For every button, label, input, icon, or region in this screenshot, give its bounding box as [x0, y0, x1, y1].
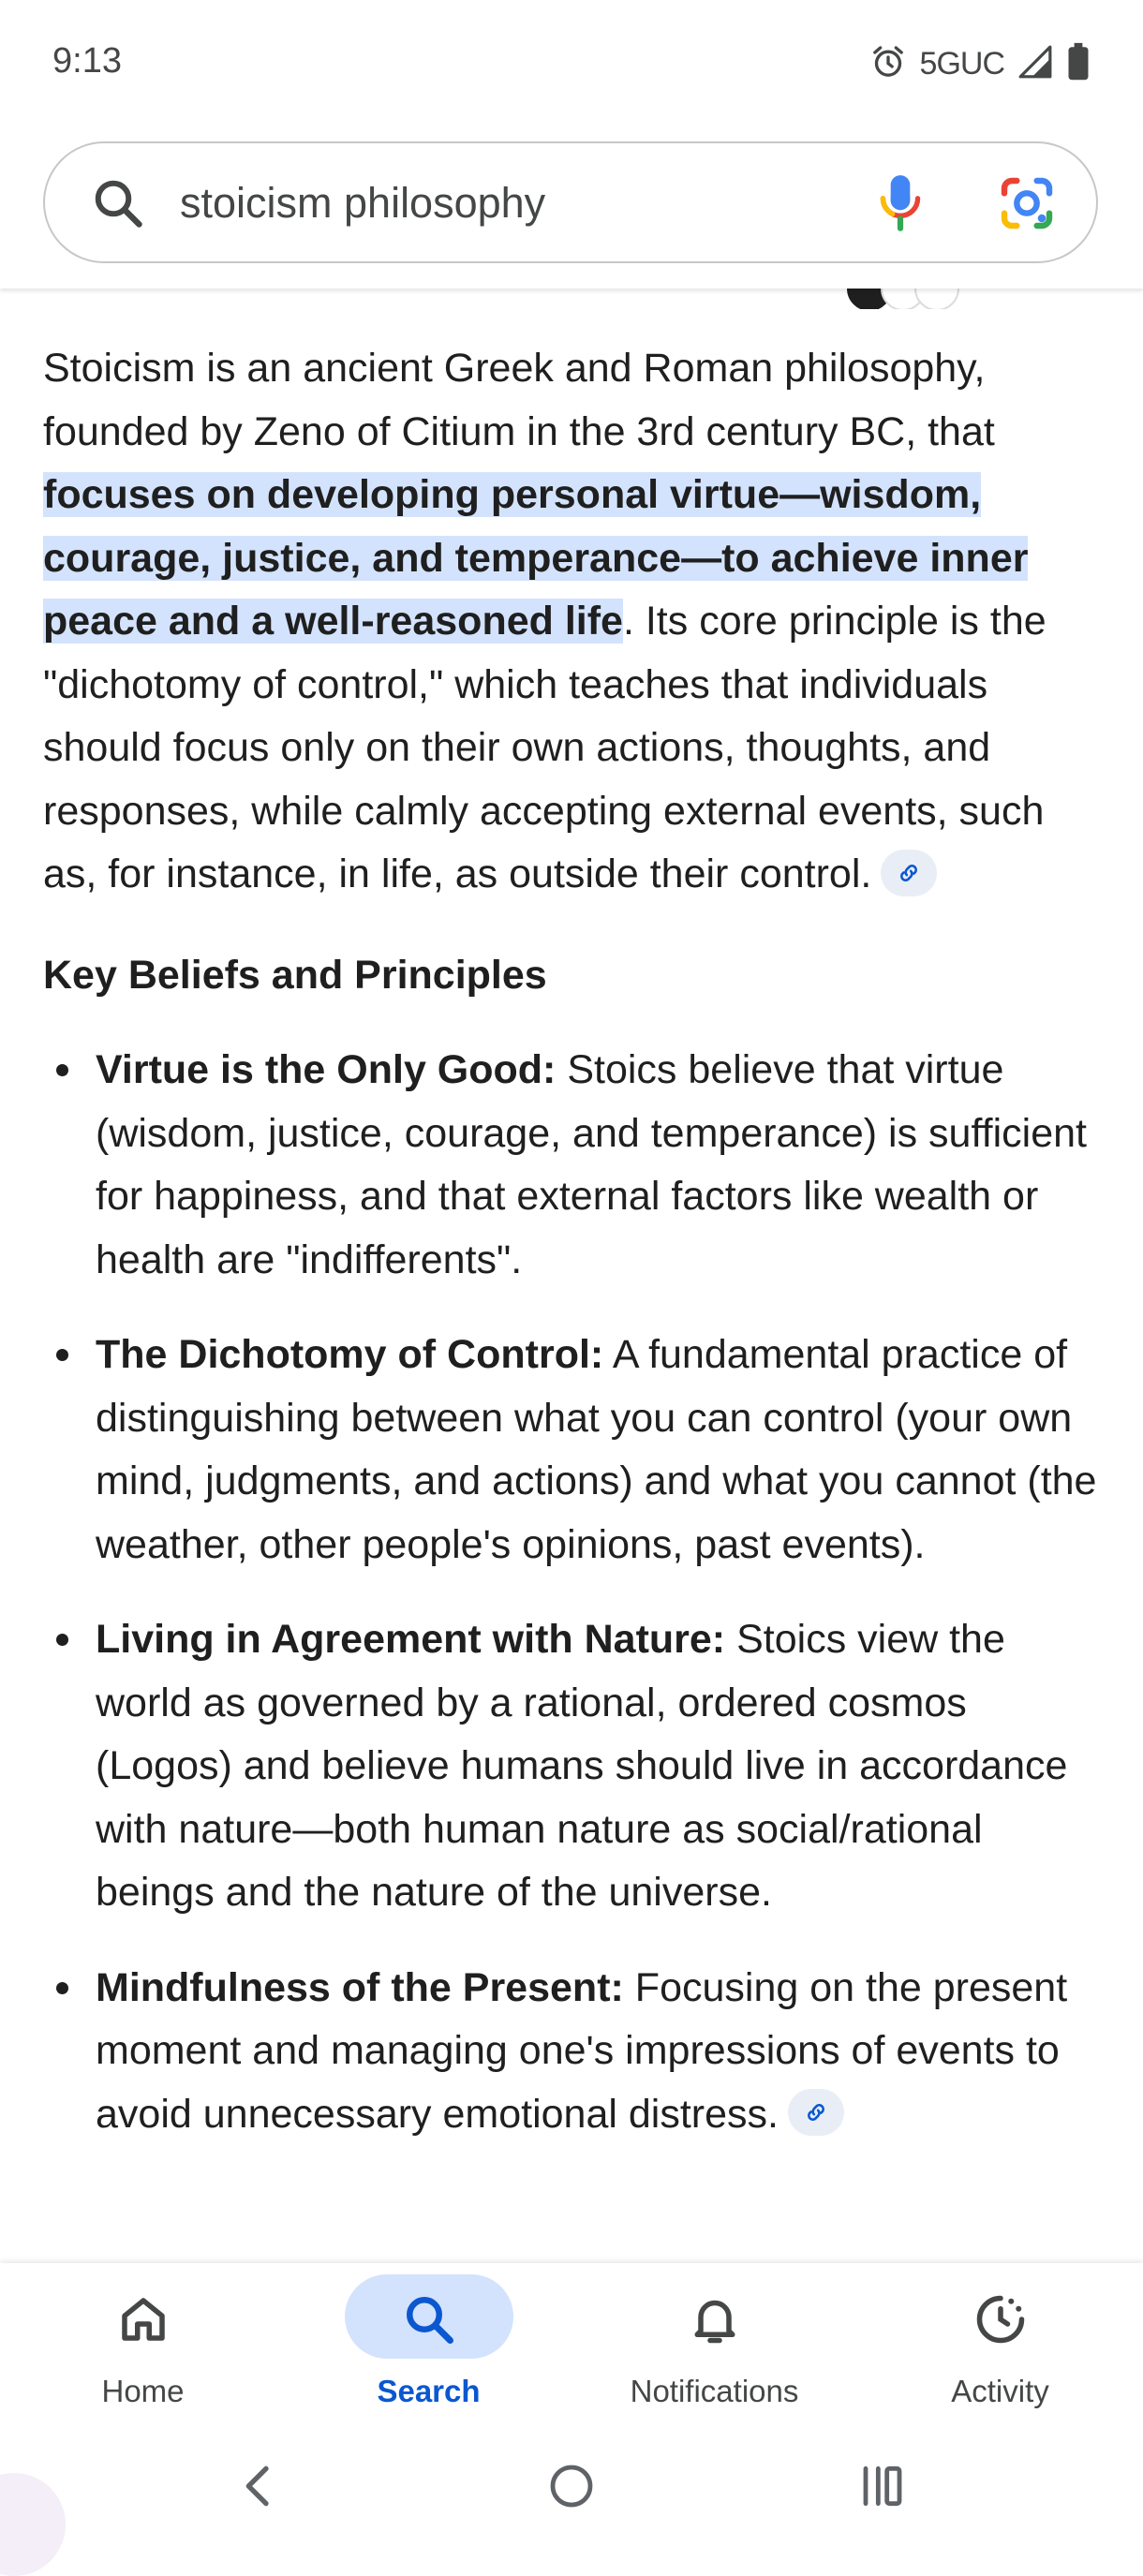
scrolled-avatars-fragment	[847, 289, 978, 309]
status-bar	[0, 0, 1143, 127]
search-box[interactable]	[43, 141, 1098, 263]
home-icon	[115, 2291, 171, 2347]
ai-overview-content	[43, 337, 1102, 2178]
bell-icon	[687, 2291, 743, 2347]
list-item	[43, 1039, 1102, 1292]
principle-text: A fundamental practice of distinguishing between what you can control (your own mind, judgments, and actions) and what you cannot (the weather, other people's opinions, past events).	[96, 1332, 1097, 1567]
list-item	[43, 1608, 1102, 1925]
tab-search[interactable]	[286, 2263, 572, 2432]
tab-label: Notifications	[630, 2374, 799, 2408]
search-icon[interactable]	[90, 175, 146, 231]
signal-icon	[1017, 43, 1053, 85]
bullet-dot	[56, 1982, 68, 1994]
intro-text-start: Stoicism is an ancient Greek and Roman philosophy, founded by Zeno of Citium in the 3rd century BC, that	[43, 346, 995, 454]
overview-intro	[43, 337, 1102, 907]
intro-highlighted-text[interactable]: focuses on developing personal virtue—wisdom, courage, justice, and temperance—to achieve inner peace and a well-reasoned life	[43, 472, 1029, 644]
status-time: 9:13	[52, 41, 122, 81]
mic-icon[interactable]	[877, 173, 924, 235]
bullet-dot	[56, 1634, 68, 1646]
principle-title: Virtue is the Only Good:	[96, 1047, 557, 1092]
tab-activity[interactable]	[857, 2263, 1143, 2432]
principle-text: Focusing on the present moment and managing one's impressions of events to avoid unnecessary emotional distress.	[96, 1964, 1068, 2137]
back-icon[interactable]	[229, 2456, 289, 2516]
principles-list	[43, 1039, 1102, 2146]
tab-notifications[interactable]	[572, 2263, 857, 2432]
section-heading: Key Beliefs and Principles	[43, 952, 547, 998]
search-icon	[401, 2291, 457, 2347]
tab-label: Home	[101, 2374, 185, 2408]
source-link-button[interactable]	[788, 2089, 844, 2136]
bullet-dot	[56, 1349, 68, 1361]
tab-label: Search	[377, 2374, 481, 2408]
principle-title: The Dichotomy of Control:	[96, 1332, 604, 1377]
principle-title: Living in Agreement with Nature:	[96, 1617, 726, 1662]
list-item	[43, 1324, 1102, 1577]
principle-text: Stoics view the world as governed by a rational, ordered cosmos (Logos) and believe humans should live in accordance with nature—both human nature as social/rational beings and the nature of the universe.	[96, 1617, 1068, 1915]
network-type: 5GUC	[919, 45, 1004, 81]
bottom-navigation	[0, 2263, 1143, 2432]
list-item	[43, 1957, 1102, 2147]
search-input[interactable]: stoicism philosophy	[180, 179, 546, 227]
source-link-button[interactable]	[881, 850, 937, 896]
tab-home[interactable]	[0, 2263, 286, 2432]
bullet-dot	[56, 1064, 68, 1076]
system-navigation-bar	[0, 2432, 1143, 2540]
principle-text: Stoics believe that virtue (wisdom, justice, courage, and temperance) is sufficient for happiness, and that external factors like wealth or health are "indifferents".	[96, 1047, 1087, 1282]
principle-title: Mindfulness of the Present:	[96, 1964, 624, 2010]
intro-text-end: . Its core principle is the "dichotomy of control," which teaches that individuals should focus only on their own actions, thoughts, and responses, while calmly accepting external events, such as, for instance, in life, as outside their control.	[43, 599, 1047, 896]
home-circle-icon[interactable]	[542, 2456, 601, 2516]
status-icons	[869, 41, 1091, 86]
recents-icon[interactable]	[851, 2456, 911, 2516]
battery-icon	[1066, 42, 1091, 86]
activity-icon	[972, 2291, 1029, 2347]
google-lens-icon[interactable]	[997, 173, 1057, 233]
search-header	[0, 127, 1143, 289]
alarm-icon	[869, 43, 907, 85]
tab-label: Activity	[951, 2374, 1049, 2408]
